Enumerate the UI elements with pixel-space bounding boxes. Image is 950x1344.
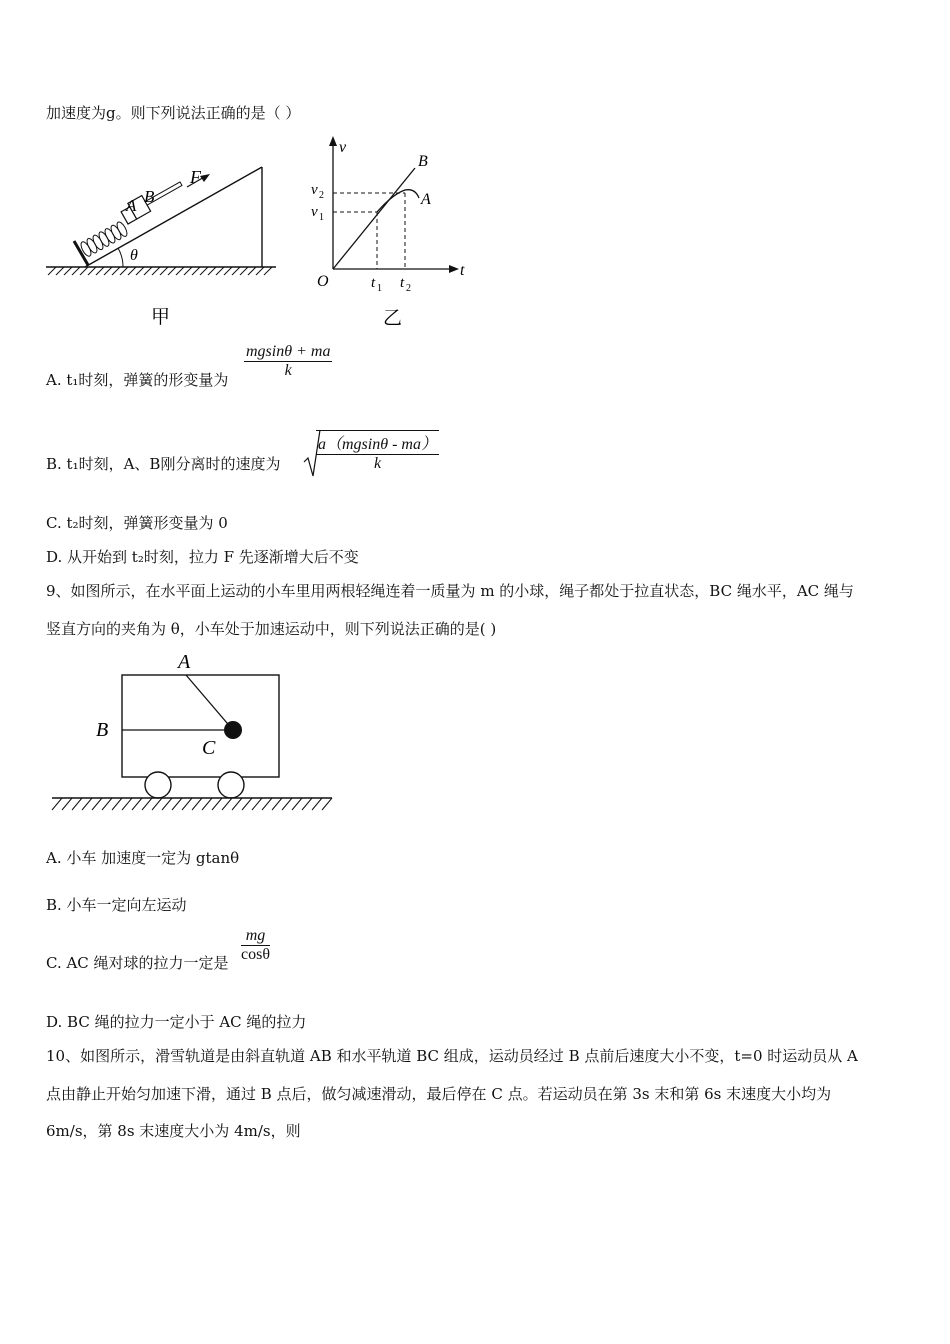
figure-jia-incline bbox=[40, 145, 290, 335]
q8-option-b: B. t₁时刻，A、B刚分离时的速度为 bbox=[46, 455, 281, 473]
label-O: O bbox=[317, 273, 329, 290]
q9-stem-line2: 竖直方向的夹角为 θ，小车处于加速运动中，则下列说法正确的是( ) bbox=[46, 620, 497, 638]
force-arrowhead bbox=[200, 174, 210, 182]
label-v2: v bbox=[311, 182, 318, 198]
wheel-right bbox=[218, 772, 244, 798]
line-B bbox=[333, 168, 415, 269]
wheel-left bbox=[145, 772, 171, 798]
ground-hatching bbox=[48, 267, 272, 275]
label-F: F bbox=[190, 167, 201, 187]
q8-option-a: A. t₁时刻，弹簧的形变量为 bbox=[46, 371, 229, 389]
q8-option-b-numerator: a（mgsinθ - ma） bbox=[316, 431, 439, 455]
dashed-guides bbox=[333, 193, 405, 269]
q9-option-c-numerator: mg bbox=[241, 927, 270, 946]
q9-option-d: D. BC 绳的拉力一定小于 AC 绳的拉力 bbox=[46, 1013, 307, 1031]
q9-option-c: C. AC 绳对球的拉力一定是 bbox=[46, 954, 229, 972]
theta-arc bbox=[118, 248, 123, 267]
label-t1-sub: 1 bbox=[377, 283, 382, 294]
spring bbox=[79, 221, 129, 258]
label-v2-sub: 2 bbox=[319, 190, 324, 201]
q10-line3: 6m/s，第 8s 末速度大小为 4m/s，则 bbox=[46, 1122, 301, 1140]
ball bbox=[224, 721, 242, 739]
cart-label-B: B bbox=[96, 719, 109, 741]
label-A: A bbox=[126, 196, 137, 215]
q8-option-d: D. 从开始到 t₂时刻，拉力 F 先逐渐增大后不变 bbox=[46, 548, 359, 566]
q10-line2: 点由静止开始匀加速下滑，通过 B 点后，做匀减速滑动，最后停在 C 点。若运动员在第 3s 末和第 6s 末速度大小均为 bbox=[46, 1085, 832, 1103]
cart-label-C: C bbox=[202, 737, 216, 759]
rope-AC bbox=[186, 675, 233, 730]
q8-option-a-numerator: mgsinθ + ma bbox=[246, 343, 331, 360]
label-v1: v bbox=[311, 204, 318, 220]
q9-stem-line1: 9、如图所示，在水平面上运动的小车里用两根轻绳连着一质量为 m 的小球，绳子都处于拉直状态，BC 绳水平，AC 绳与 bbox=[46, 582, 854, 600]
q9-option-a: A. 小车 加速度一定为 gtanθ bbox=[46, 849, 240, 867]
label-t2-sub: 2 bbox=[406, 283, 411, 294]
label-line-B: B bbox=[418, 153, 428, 170]
q9-option-c-fraction bbox=[241, 927, 270, 964]
label-theta: θ bbox=[130, 247, 138, 264]
q8-option-a-fraction bbox=[244, 343, 332, 380]
q8-option-c: C. t₂时刻，弹簧形变量为 0 bbox=[46, 514, 228, 532]
v-axis-arrow bbox=[329, 136, 337, 146]
q9-option-c-denominator: cosθ bbox=[241, 946, 270, 963]
label-t: t bbox=[460, 262, 465, 279]
q8-option-b-denominator: k bbox=[373, 455, 382, 472]
figure-yi-vt-graph bbox=[305, 132, 475, 337]
caption-yi: 乙 bbox=[383, 308, 403, 329]
t-axis-arrow bbox=[449, 265, 459, 273]
label-B: B bbox=[144, 187, 155, 206]
label-v: v bbox=[339, 139, 347, 156]
q10-line1: 10、如图所示，滑雪轨道是由斜直轨道 AB 和水平轨道 BC 组成，运动员经过 B 点前后速度大小不变，t=0 时运动员从 A bbox=[46, 1047, 858, 1065]
incline-surface bbox=[85, 167, 262, 267]
q8-option-a-denominator: k bbox=[284, 362, 292, 379]
caption-jia: 甲 bbox=[151, 307, 171, 328]
label-v1-sub: 1 bbox=[319, 212, 324, 223]
cart-label-A: A bbox=[178, 651, 191, 673]
label-t2: t bbox=[400, 275, 405, 291]
q9-option-b: B. 小车一定向左运动 bbox=[46, 896, 187, 914]
cart-ground-hatching bbox=[52, 798, 332, 810]
q8-stem-tail: 加速度为g。则下列说法正确的是（ ） bbox=[46, 104, 301, 122]
q8-option-b-fraction bbox=[316, 430, 439, 473]
label-t1: t bbox=[371, 275, 376, 291]
cart-body bbox=[122, 675, 279, 777]
label-curve-A: A bbox=[421, 191, 431, 208]
figure-cart bbox=[46, 648, 346, 818]
